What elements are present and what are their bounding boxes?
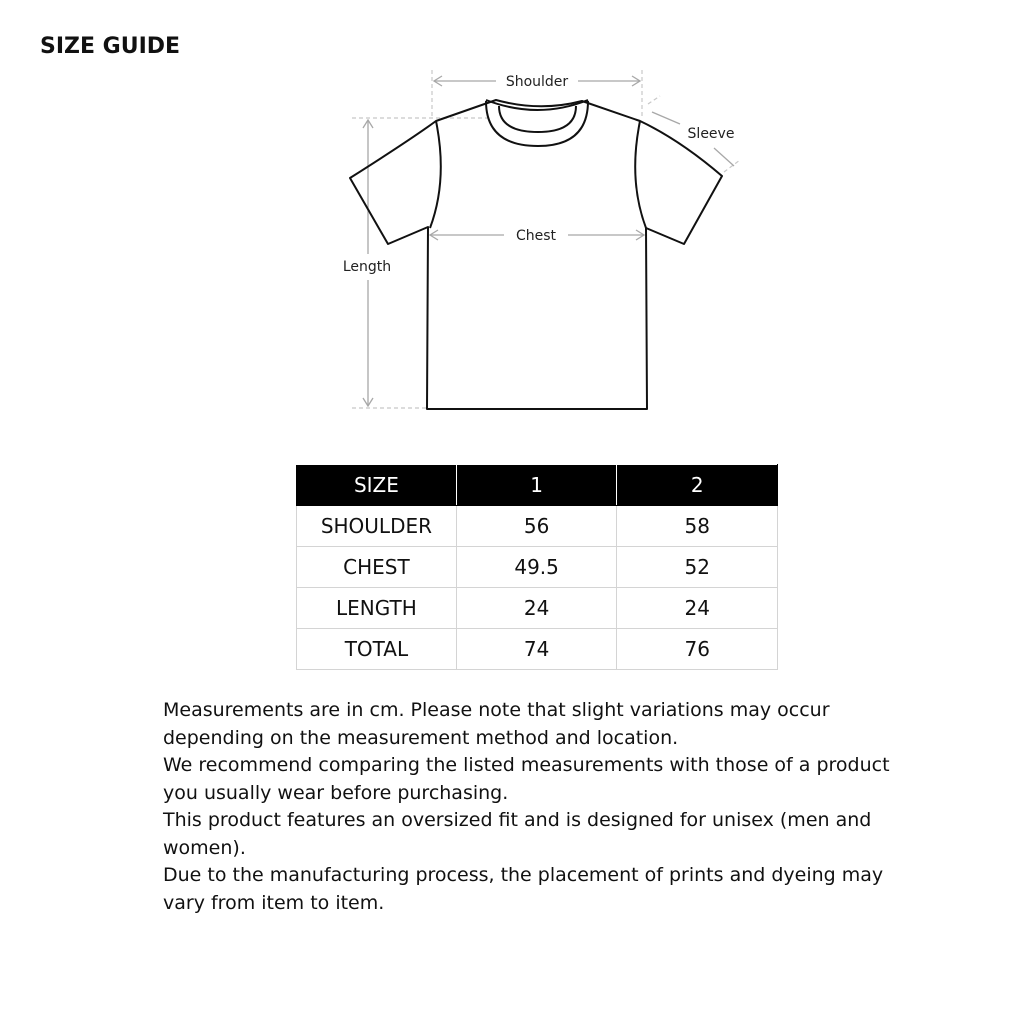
table-cell: 24 xyxy=(456,588,617,629)
length-label: Length xyxy=(342,259,392,275)
row-label: LENGTH xyxy=(297,588,457,629)
table-row xyxy=(297,588,778,629)
header-cell: 2 xyxy=(617,465,778,506)
table-cell: 58 xyxy=(617,506,778,547)
note-paragraph: We recommend comparing the listed measurements with those of a product you usually wear before purchasing. xyxy=(163,754,890,804)
page-title: SIZE GUIDE xyxy=(40,34,181,59)
table-row xyxy=(297,547,778,588)
table-cell: 76 xyxy=(617,629,778,670)
note-paragraph: Due to the manufacturing process, the placement of prints and dyeing may vary from item to item. xyxy=(163,864,884,914)
table-cell: 56 xyxy=(456,506,617,547)
table-cell: 52 xyxy=(617,547,778,588)
note-paragraph: This product features an oversized fit and is designed for unisex (men and women). xyxy=(163,809,872,859)
header-cell: SIZE xyxy=(297,465,457,506)
row-label: CHEST xyxy=(297,547,457,588)
t-shirt-diagram xyxy=(0,0,1024,440)
table-row xyxy=(297,506,778,547)
shoulder-label: Shoulder xyxy=(505,74,569,90)
table-cell: 74 xyxy=(456,629,617,670)
notes xyxy=(163,697,923,917)
table-row xyxy=(297,629,778,670)
header-cell: 1 xyxy=(456,465,617,506)
row-label: TOTAL xyxy=(297,629,457,670)
table-cell: 49.5 xyxy=(456,547,617,588)
table-cell: 24 xyxy=(617,588,778,629)
t-shirt-outline-icon xyxy=(350,100,722,409)
chest-label: Chest xyxy=(515,228,557,244)
note-paragraph: Measurements are in cm. Please note that slight variations may occur depending on the measurement method and location. xyxy=(163,699,830,749)
table-header-row xyxy=(297,465,778,506)
sleeve-label: Sleeve xyxy=(687,126,735,142)
row-label: SHOULDER xyxy=(297,506,457,547)
size-table xyxy=(296,464,778,670)
